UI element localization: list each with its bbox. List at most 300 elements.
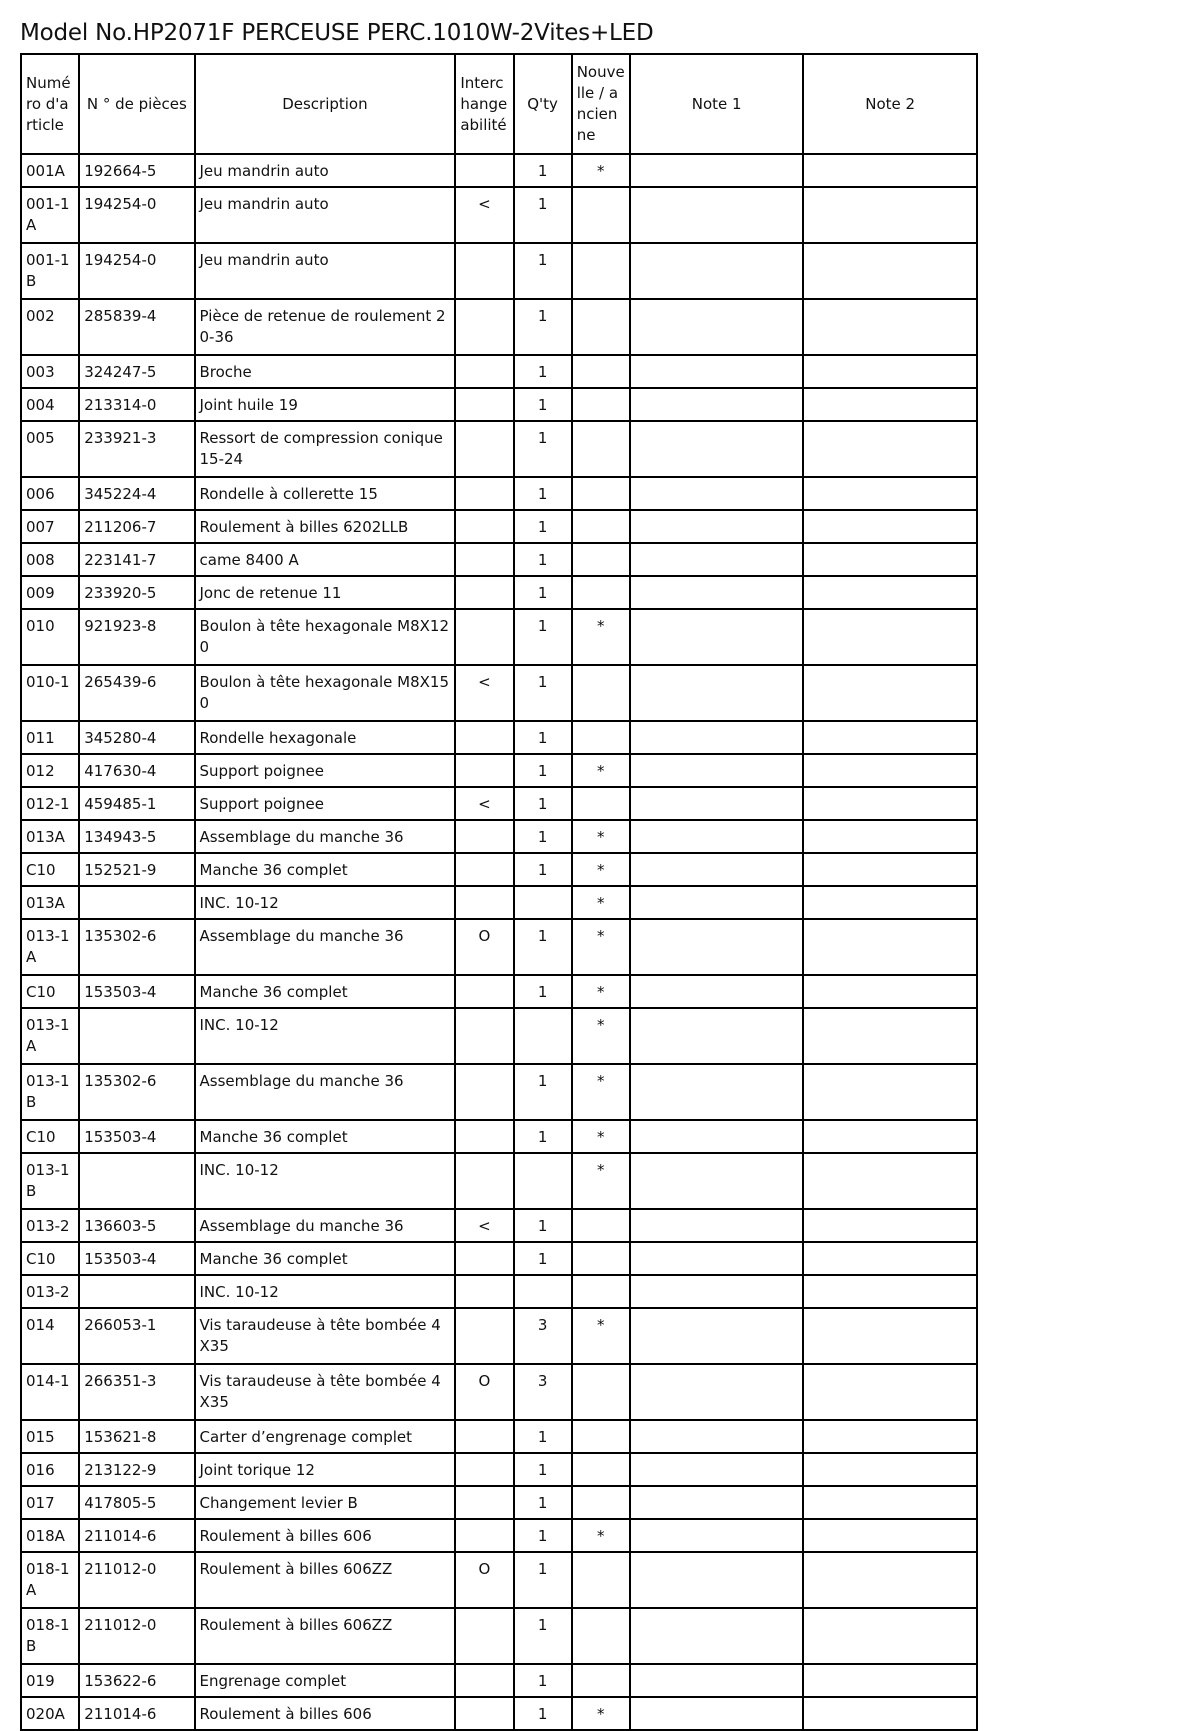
table-row [21,1608,977,1664]
note-2-cell [803,388,977,421]
note-2-cell [803,1519,977,1552]
new-old-cell: * [572,1064,630,1120]
header-quantity: Q'ty [514,54,572,154]
note-1-cell [630,299,804,355]
table-row [21,1120,977,1153]
interchange-cell: O [455,1364,513,1420]
quantity-cell: 1 [514,665,572,721]
quantity-cell: 1 [514,1552,572,1608]
note-2-cell [803,787,977,820]
table-row [21,243,977,299]
quantity-cell: 1 [514,787,572,820]
new-old-cell: * [572,886,630,919]
quantity-cell: 1 [514,721,572,754]
note-1-cell [630,1486,804,1519]
new-old-cell [572,243,630,299]
note-1-cell [630,1308,804,1364]
header-description: Description [195,54,456,154]
part-number-cell: 153503-4 [79,1242,194,1275]
part-number-cell: 153622-6 [79,1664,194,1697]
quantity-cell: 1 [514,1064,572,1120]
item-number-cell: 019 [21,1664,79,1697]
note-1-cell [630,975,804,1008]
header-interchangeability: Interchangeabilité [455,54,513,154]
new-old-cell [572,421,630,477]
description-cell: Ressort de compression conique 15-24 [195,421,456,477]
quantity-cell [514,1153,572,1209]
new-old-cell: * [572,975,630,1008]
interchange-cell [455,1697,513,1730]
note-2-cell [803,1364,977,1420]
table-row [21,787,977,820]
interchange-cell [455,1120,513,1153]
item-number-cell: 001A [21,154,79,187]
item-number-cell: 012-1 [21,787,79,820]
interchange-cell [455,721,513,754]
interchange-cell [455,754,513,787]
page-title: Model No.HP2071F PERCEUSE PERC.1010W-2Vites+LED [20,20,654,46]
table-row [21,754,977,787]
quantity-cell: 1 [514,388,572,421]
quantity-cell: 1 [514,1420,572,1453]
item-number-cell: 020A [21,1697,79,1730]
description-cell: INC. 10-12 [195,1153,456,1209]
interchange-cell [455,1453,513,1486]
note-1-cell [630,787,804,820]
note-2-cell [803,1486,977,1519]
description-cell: Jeu mandrin auto [195,243,456,299]
description-cell: Assemblage du manche 36 [195,820,456,853]
note-1-cell [630,721,804,754]
item-number-cell: C10 [21,1242,79,1275]
table-row [21,721,977,754]
note-2-cell [803,1664,977,1697]
note-2-cell [803,886,977,919]
description-cell: Manche 36 complet [195,975,456,1008]
note-2-cell [803,853,977,886]
interchange-cell [455,154,513,187]
description-cell: Support poignee [195,754,456,787]
note-1-cell [630,1064,804,1120]
new-old-cell [572,388,630,421]
note-1-cell [630,576,804,609]
description-cell: Broche [195,355,456,388]
quantity-cell: 1 [514,609,572,665]
interchange-cell: < [455,665,513,721]
part-number-cell: 211012-0 [79,1552,194,1608]
table-row [21,1275,977,1308]
table-row [21,355,977,388]
header-note-2: Note 2 [803,54,977,154]
note-1-cell [630,1120,804,1153]
note-1-cell [630,1242,804,1275]
table-row [21,1552,977,1608]
part-number-cell: 135302-6 [79,1064,194,1120]
interchange-cell [455,1275,513,1308]
new-old-cell [572,543,630,576]
note-1-cell [630,1153,804,1209]
item-number-cell: 003 [21,355,79,388]
note-2-cell [803,421,977,477]
quantity-cell [514,886,572,919]
interchange-cell [455,853,513,886]
part-number-cell: 136603-5 [79,1209,194,1242]
note-1-cell [630,919,804,975]
quantity-cell [514,1275,572,1308]
new-old-cell: * [572,609,630,665]
interchange-cell [455,299,513,355]
note-2-cell [803,1453,977,1486]
new-old-cell [572,510,630,543]
quantity-cell: 1 [514,355,572,388]
part-number-cell: 417630-4 [79,754,194,787]
note-1-cell [630,1008,804,1064]
item-number-cell: 005 [21,421,79,477]
quantity-cell: 1 [514,1209,572,1242]
part-number-cell [79,1008,194,1064]
note-2-cell [803,355,977,388]
note-1-cell [630,187,804,243]
new-old-cell: * [572,1308,630,1364]
note-1-cell [630,1552,804,1608]
note-1-cell [630,477,804,510]
new-old-cell [572,1209,630,1242]
item-number-cell: 006 [21,477,79,510]
interchange-cell [455,510,513,543]
description-cell: Changement levier B [195,1486,456,1519]
description-cell: Assemblage du manche 36 [195,1064,456,1120]
quantity-cell: 1 [514,299,572,355]
table-row [21,1453,977,1486]
description-cell: Roulement à billes 606 [195,1697,456,1730]
note-2-cell [803,1153,977,1209]
note-2-cell [803,1308,977,1364]
note-2-cell [803,154,977,187]
interchange-cell [455,421,513,477]
note-2-cell [803,299,977,355]
interchange-cell [455,886,513,919]
note-1-cell [630,1664,804,1697]
note-1-cell [630,609,804,665]
quantity-cell: 1 [514,187,572,243]
note-1-cell [630,510,804,543]
note-2-cell [803,820,977,853]
note-2-cell [803,1697,977,1730]
part-number-cell: 285839-4 [79,299,194,355]
table-row [21,1519,977,1552]
quantity-cell: 1 [514,1519,572,1552]
table-row [21,1308,977,1364]
item-number-cell: 014-1 [21,1364,79,1420]
note-2-cell [803,543,977,576]
quantity-cell: 1 [514,510,572,543]
new-old-cell [572,477,630,510]
interchange-cell [455,543,513,576]
table-row [21,609,977,665]
note-1-cell [630,388,804,421]
interchange-cell [455,388,513,421]
interchange-cell: O [455,919,513,975]
interchange-cell [455,1308,513,1364]
description-cell: Joint huile 19 [195,388,456,421]
part-number-cell: 192664-5 [79,154,194,187]
description-cell: Jeu mandrin auto [195,187,456,243]
item-number-cell: 018-1B [21,1608,79,1664]
part-number-cell: 324247-5 [79,355,194,388]
note-1-cell [630,665,804,721]
quantity-cell: 1 [514,1486,572,1519]
table-row [21,477,977,510]
part-number-cell: 211014-6 [79,1697,194,1730]
part-number-cell: 153503-4 [79,975,194,1008]
part-number-cell: 135302-6 [79,919,194,975]
note-1-cell [630,1209,804,1242]
item-number-cell: 011 [21,721,79,754]
table-row [21,154,977,187]
quantity-cell: 1 [514,1664,572,1697]
description-cell: Jonc de retenue 11 [195,576,456,609]
part-number-cell: 417805-5 [79,1486,194,1519]
header-new-old: Nouvelle / ancienne [572,54,630,154]
interchange-cell: < [455,787,513,820]
quantity-cell: 1 [514,1242,572,1275]
part-number-cell: 211014-6 [79,1519,194,1552]
table-row [21,1008,977,1064]
note-1-cell [630,243,804,299]
interchange-cell [455,1064,513,1120]
quantity-cell: 3 [514,1364,572,1420]
description-cell: Roulement à billes 6202LLB [195,510,456,543]
note-2-cell [803,510,977,543]
part-number-cell: 153621-8 [79,1420,194,1453]
note-1-cell [630,1608,804,1664]
description-cell: Boulon à tête hexagonale M8X120 [195,609,456,665]
note-2-cell [803,665,977,721]
item-number-cell: 013A [21,820,79,853]
table-row [21,299,977,355]
interchange-cell [455,975,513,1008]
new-old-cell [572,576,630,609]
description-cell: Vis taraudeuse à tête bombée 4X35 [195,1364,456,1420]
note-2-cell [803,721,977,754]
interchange-cell [455,1153,513,1209]
item-number-cell: 001-1A [21,187,79,243]
description-cell: Joint torique 12 [195,1453,456,1486]
description-cell: Manche 36 complet [195,853,456,886]
item-number-cell: 013-1B [21,1064,79,1120]
new-old-cell [572,1552,630,1608]
description-cell: Pièce de retenue de roulement 20-36 [195,299,456,355]
description-cell: Jeu mandrin auto [195,154,456,187]
quantity-cell: 1 [514,1608,572,1664]
interchange-cell [455,243,513,299]
note-2-cell [803,1242,977,1275]
item-number-cell: 017 [21,1486,79,1519]
item-number-cell: 013-2 [21,1209,79,1242]
table-row [21,975,977,1008]
part-number-cell: 921923-8 [79,609,194,665]
description-cell: Boulon à tête hexagonale M8X150 [195,665,456,721]
new-old-cell [572,187,630,243]
table-row [21,543,977,576]
table-row [21,919,977,975]
new-old-cell [572,1486,630,1519]
part-number-cell: 233921-3 [79,421,194,477]
new-old-cell: * [572,853,630,886]
quantity-cell: 1 [514,754,572,787]
interchange-cell [455,1242,513,1275]
item-number-cell: 001-1B [21,243,79,299]
header-note-1: Note 1 [630,54,804,154]
item-number-cell: 010-1 [21,665,79,721]
part-number-cell: 459485-1 [79,787,194,820]
note-2-cell [803,609,977,665]
note-2-cell [803,1608,977,1664]
interchange-cell [455,477,513,510]
table-row [21,576,977,609]
quantity-cell: 1 [514,975,572,1008]
quantity-cell: 1 [514,477,572,510]
interchange-cell: < [455,187,513,243]
part-number-cell: 213314-0 [79,388,194,421]
quantity-cell: 1 [514,820,572,853]
item-number-cell: 016 [21,1453,79,1486]
description-cell: INC. 10-12 [195,1275,456,1308]
note-1-cell [630,543,804,576]
note-1-cell [630,421,804,477]
quantity-cell: 1 [514,576,572,609]
item-number-cell: 013-1A [21,919,79,975]
note-1-cell [630,1275,804,1308]
note-2-cell [803,477,977,510]
table-row [21,1697,977,1730]
new-old-cell [572,787,630,820]
table-row [21,1153,977,1209]
part-number-cell: 266053-1 [79,1308,194,1364]
quantity-cell: 1 [514,1120,572,1153]
quantity-cell: 1 [514,1697,572,1730]
item-number-cell: 013-2 [21,1275,79,1308]
interchange-cell [455,1008,513,1064]
item-number-cell: C10 [21,975,79,1008]
description-cell: Manche 36 complet [195,1242,456,1275]
table-row [21,1242,977,1275]
part-number-cell: 265439-6 [79,665,194,721]
description-cell: Manche 36 complet [195,1120,456,1153]
note-2-cell [803,919,977,975]
table-row [21,820,977,853]
description-cell: Carter d’engrenage complet [195,1420,456,1453]
quantity-cell: 3 [514,1308,572,1364]
new-old-cell: * [572,820,630,853]
description-cell: came 8400 A [195,543,456,576]
interchange-cell [455,1608,513,1664]
item-number-cell: 007 [21,510,79,543]
part-number-cell: 211206-7 [79,510,194,543]
table-row [21,1209,977,1242]
item-number-cell: 015 [21,1420,79,1453]
note-1-cell [630,1519,804,1552]
interchange-cell [455,1519,513,1552]
part-number-cell: 194254-0 [79,243,194,299]
table-row [21,853,977,886]
item-number-cell: 002 [21,299,79,355]
new-old-cell: * [572,1120,630,1153]
new-old-cell: * [572,1519,630,1552]
table-row [21,1486,977,1519]
quantity-cell: 1 [514,543,572,576]
part-number-cell [79,1275,194,1308]
part-number-cell [79,886,194,919]
note-1-cell [630,1420,804,1453]
quantity-cell: 1 [514,421,572,477]
part-number-cell: 153503-4 [79,1120,194,1153]
part-number-cell: 233920-5 [79,576,194,609]
table-row [21,187,977,243]
item-number-cell: C10 [21,1120,79,1153]
note-1-cell [630,853,804,886]
part-number-cell: 266351-3 [79,1364,194,1420]
interchange-cell: O [455,1552,513,1608]
table-row [21,1420,977,1453]
part-number-cell: 345280-4 [79,721,194,754]
quantity-cell: 1 [514,853,572,886]
new-old-cell [572,665,630,721]
quantity-cell [514,1008,572,1064]
interchange-cell [455,1664,513,1697]
header-part-number: N ° de pièces [79,54,194,154]
table-row [21,510,977,543]
item-number-cell: 009 [21,576,79,609]
description-cell: Roulement à billes 606 [195,1519,456,1552]
interchange-cell: < [455,1209,513,1242]
part-number-cell: 211012-0 [79,1608,194,1664]
interchange-cell [455,1420,513,1453]
note-2-cell [803,1275,977,1308]
new-old-cell [572,355,630,388]
new-old-cell [572,1364,630,1420]
new-old-cell: * [572,1697,630,1730]
new-old-cell [572,299,630,355]
note-1-cell [630,754,804,787]
new-old-cell [572,1664,630,1697]
header-row [21,54,977,154]
new-old-cell [572,1242,630,1275]
new-old-cell [572,1275,630,1308]
item-number-cell: C10 [21,853,79,886]
item-number-cell: 004 [21,388,79,421]
description-cell: Rondelle hexagonale [195,721,456,754]
new-old-cell [572,1453,630,1486]
description-cell: Roulement à billes 606ZZ [195,1552,456,1608]
part-number-cell: 345224-4 [79,477,194,510]
interchange-cell [455,355,513,388]
item-number-cell: 013A [21,886,79,919]
item-number-cell: 013-1A [21,1008,79,1064]
table-row [21,1064,977,1120]
note-2-cell [803,975,977,1008]
note-1-cell [630,1697,804,1730]
note-1-cell [630,886,804,919]
note-1-cell [630,1364,804,1420]
description-cell: Rondelle à collerette 15 [195,477,456,510]
description-cell: INC. 10-12 [195,1008,456,1064]
part-number-cell: 213122-9 [79,1453,194,1486]
quantity-cell: 1 [514,154,572,187]
item-number-cell: 014 [21,1308,79,1364]
table-row [21,886,977,919]
note-1-cell [630,820,804,853]
